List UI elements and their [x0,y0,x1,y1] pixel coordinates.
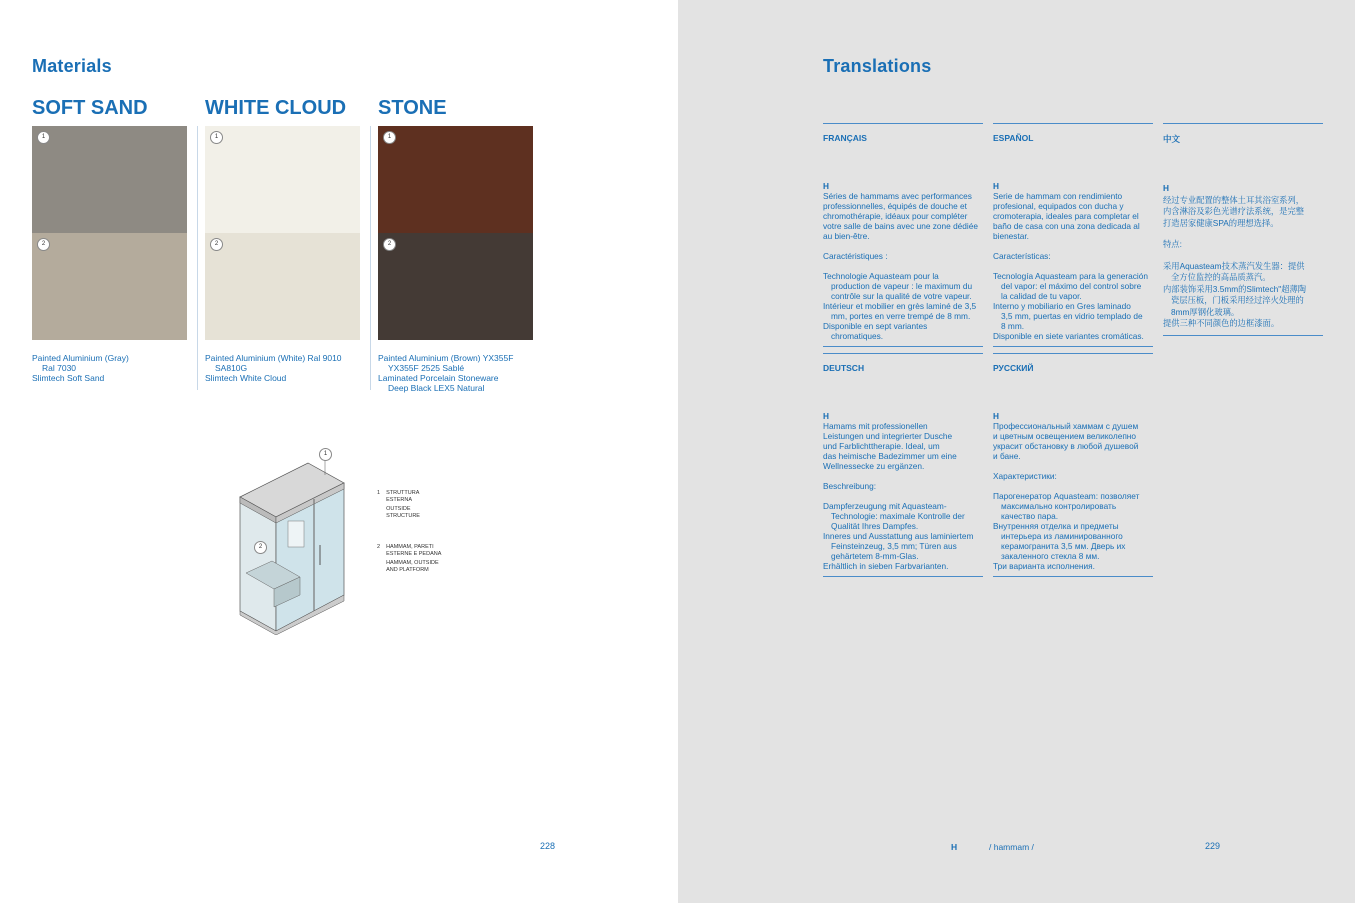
swatch-frame-finish [32,126,187,233]
description-line: Painted Aluminium (Gray) [32,353,129,363]
text-line: Séries de hammams avec performances [823,191,972,201]
text-line: и цветным освещением великолепно [993,431,1137,441]
swatch-badge-2: 2 [210,238,223,251]
translation-column [993,123,1153,347]
text-line [1163,251,1323,261]
text-line: Leistungen und integrierter Dusche [823,431,953,441]
text-line: und Farblichttherapie. Ideal, um [823,441,940,451]
text-line: del vapor: el máximo del control sobre [1001,281,1142,291]
translation-text [1163,183,1323,330]
text-line: H [823,411,829,421]
text-line: интерьера из ламинированного [1001,531,1123,541]
text-line: 8 mm. [1001,321,1025,331]
text-line [1163,229,1323,239]
page-number-right: 229 [1205,841,1221,851]
translation-column [1163,123,1323,336]
divider [370,126,371,390]
text-line [993,241,1153,251]
text-line: 经过专业配置的整体土耳其浴室系列， [1163,194,1305,205]
swatch-badge-2: 2 [37,238,50,251]
hammam-diagram [230,445,350,635]
legend-item-1 [377,490,436,519]
text-line [993,461,1153,471]
text-line: Парогенератор Aquasteam: позволяет [993,491,1140,501]
text-line: Feinsteinzeug, 3,5 mm; Türen aus [831,541,957,551]
text-line: production de vapeur : le maximum du [831,281,973,291]
text-line [993,261,1153,271]
translations-title: Translations [823,56,932,76]
column-rule [993,576,1153,577]
swatch-frame-finish [205,126,360,233]
footer-section: / hammam / [989,842,1034,852]
description-line: Slimtech Soft Sand [32,373,105,383]
text-line: Tecnología Aquasteam para la generación [993,271,1148,281]
legend-label-it: STRUTTURA ESTERNA [386,490,420,503]
description-line: SA810G [215,363,248,373]
language-heading: РУССКИЙ [993,363,1034,373]
text-line: Technologie: maximale Kontrolle der [831,511,965,521]
material-swatch [32,126,187,340]
materials-title: Materials [32,56,112,76]
text-line: Technologie Aquasteam pour la [823,271,939,281]
text-line: Hamams mit professionellen [823,421,928,431]
text-line: mm, portes en verre trempé de 8 mm. [831,311,971,321]
text-line: максимально контролировать [1001,501,1117,511]
text-line: cromoterapia, ideales para completar el [993,211,1139,221]
language-heading: ESPAÑOL [993,133,1034,143]
swatch-name: STONE [378,97,447,119]
language-heading: FRANÇAIS [823,133,867,143]
swatch-panel-finish [32,233,187,340]
text-line: Erhältlich in sieben Farbvarianten. [823,561,949,571]
divider [197,126,198,390]
swatch-name: SOFT SAND [32,97,148,119]
text-line: 8mm厚钢化玻璃。 [1171,306,1240,317]
text-line: H [993,411,999,421]
legend-label-en: HAMMAM, OUTSIDE AND PLATFORM [386,560,439,573]
text-line: Qualität Ihres Dampfes. [831,521,919,531]
swatch-frame-finish [378,126,533,233]
text-line: 内部装饰采用3.5mm的Slimtech"超薄陶 [1163,283,1307,294]
text-line: 全方位监控的高品质蒸汽。 [1171,272,1271,282]
text-line: 打造居家健康SPA的理想选择。 [1163,217,1279,228]
text-line: Disponible en sept variantes [823,321,928,331]
text-line: bienestar. [993,231,1029,241]
swatch-description [32,353,192,383]
text-line [993,481,1153,491]
text-line: la calidad de tu vapor. [1001,291,1082,301]
text-line: Inneres und Ausstattung aus laminiertem [823,531,974,541]
text-line [823,471,983,481]
column-rule [1163,335,1323,336]
translation-column [993,353,1153,577]
material-swatch [378,126,533,340]
text-line: gehärtetem 8-mm-Glas. [831,551,919,561]
text-line: votre salle de bains avec une zone dédiée [823,221,978,231]
diagram-badge-1: 1 [319,448,332,461]
text-line: 特点: [1163,239,1182,249]
swatch-badge-2: 2 [383,238,396,251]
text-line: и бане. [993,451,1021,461]
swatch-description [205,353,365,383]
text-line: Wellnessecke zu ergänzen. [823,461,925,471]
text-line: 3,5 mm, puertas en vidrio templado de [1001,311,1143,321]
legend-label-en: OUTSIDE STRUCTURE [386,506,420,519]
column-rule [823,353,983,354]
legend-label-it: HAMMAM, PARETI ESTERNE E PEDANA [386,544,442,557]
description-line: YX355F 2525 Sablé [388,363,465,373]
text-line: Serie de hammam con rendimiento [993,191,1123,201]
text-line: chromothérapie, idéaux pour compléter [823,211,968,221]
language-heading: DEUTSCH [823,363,865,373]
text-line: Три варианта исполнения. [993,561,1095,571]
legend-item-2 [377,544,448,573]
text-line: profesional, equipados con ducha y [993,201,1124,211]
description-line: Ral 7030 [42,363,77,373]
text-line: 提供三种不同颜色的边框漆面。 [1163,318,1280,328]
legend-number: 2 [377,544,381,550]
translation-text [993,181,1153,341]
text-line: 内含淋浴及彩色光谱疗法系统，是完整 [1163,206,1305,216]
translation-text [823,411,983,571]
column-rule [993,353,1153,354]
swatch-badge-1: 1 [210,131,223,144]
text-line: H [993,181,999,191]
column-rule [1163,123,1323,124]
text-line: керамогранита 3,5 мм. Дверь их [1001,541,1126,551]
translation-text [823,181,983,341]
swatch-panel-finish [378,233,533,340]
description-line: Slimtech White Cloud [205,373,287,383]
translation-column [823,353,983,577]
text-line: Disponible en siete variantes cromáticas. [993,331,1144,341]
text-line: Intérieur et mobilier en grès laminé de 3,5 [823,301,977,311]
column-rule [823,576,983,577]
swatch-badge-1: 1 [383,131,396,144]
column-rule [993,346,1153,347]
text-line: contrôle sur la qualité de votre vapeur. [831,291,972,301]
text-line: chromatiques. [831,331,884,341]
text-line: 采用Aquasteam技术蒸汽发生器：提供 [1163,260,1305,271]
page-number-left: 228 [540,841,556,851]
text-line: Профессиональный хаммам с душем [993,421,1139,431]
column-rule [823,346,983,347]
text-line [823,491,983,501]
swatch-badge-1: 1 [37,131,50,144]
right-page [678,0,1355,903]
text-line: закаленного стекла 8 мм. [1001,551,1100,561]
text-line: H [823,181,829,191]
text-line [823,261,983,271]
column-rule [993,123,1153,124]
text-line: Характеристики: [993,471,1057,481]
language-heading: 中文 [1163,134,1181,144]
swatch-description [378,353,538,393]
swatch-name: WHITE CLOUD [205,97,347,119]
translation-text [993,411,1153,571]
description-line: Painted Aluminium (Brown) YX355F [378,353,514,363]
text-line: Beschreibung: [823,481,877,491]
description-line: Deep Black LEX5 Natural [388,383,485,393]
legend-number: 1 [377,490,381,496]
control-panel [288,521,304,547]
material-swatch [205,126,360,340]
text-line: au bien-être. [823,231,870,241]
text-line: 瓷层压板，门板采用经过淬火处理的 [1171,295,1304,305]
text-line: качество пара. [1001,511,1059,521]
text-line: baño de casa con una zona dedicada al [993,221,1140,231]
description-line: Painted Aluminium (White) Ral 9010 [205,353,342,363]
description-line: Laminated Porcelain Stoneware [378,373,499,383]
text-line: professionnelles, équipés de douche et [823,201,967,211]
text-line: Interno y mobiliario en Gres laminado [993,301,1131,311]
swatch-panel-finish [205,233,360,340]
translation-column [823,123,983,347]
text-line: Внутренняя отделка и предметы [993,521,1119,531]
column-rule [823,123,983,124]
diagram-badge-2: 2 [254,541,267,554]
text-line: украсит обстановку в любой душевой [993,441,1139,451]
text-line: H [1163,183,1169,193]
text-line [823,241,983,251]
text-line: Dampferzeugung mit Aquasteam- [823,501,947,511]
text-line: das heimische Badezimmer um eine [823,451,957,461]
text-line: Características: [993,251,1051,261]
text-line: Caractéristiques : [823,251,888,261]
footer-h: H [951,842,958,852]
